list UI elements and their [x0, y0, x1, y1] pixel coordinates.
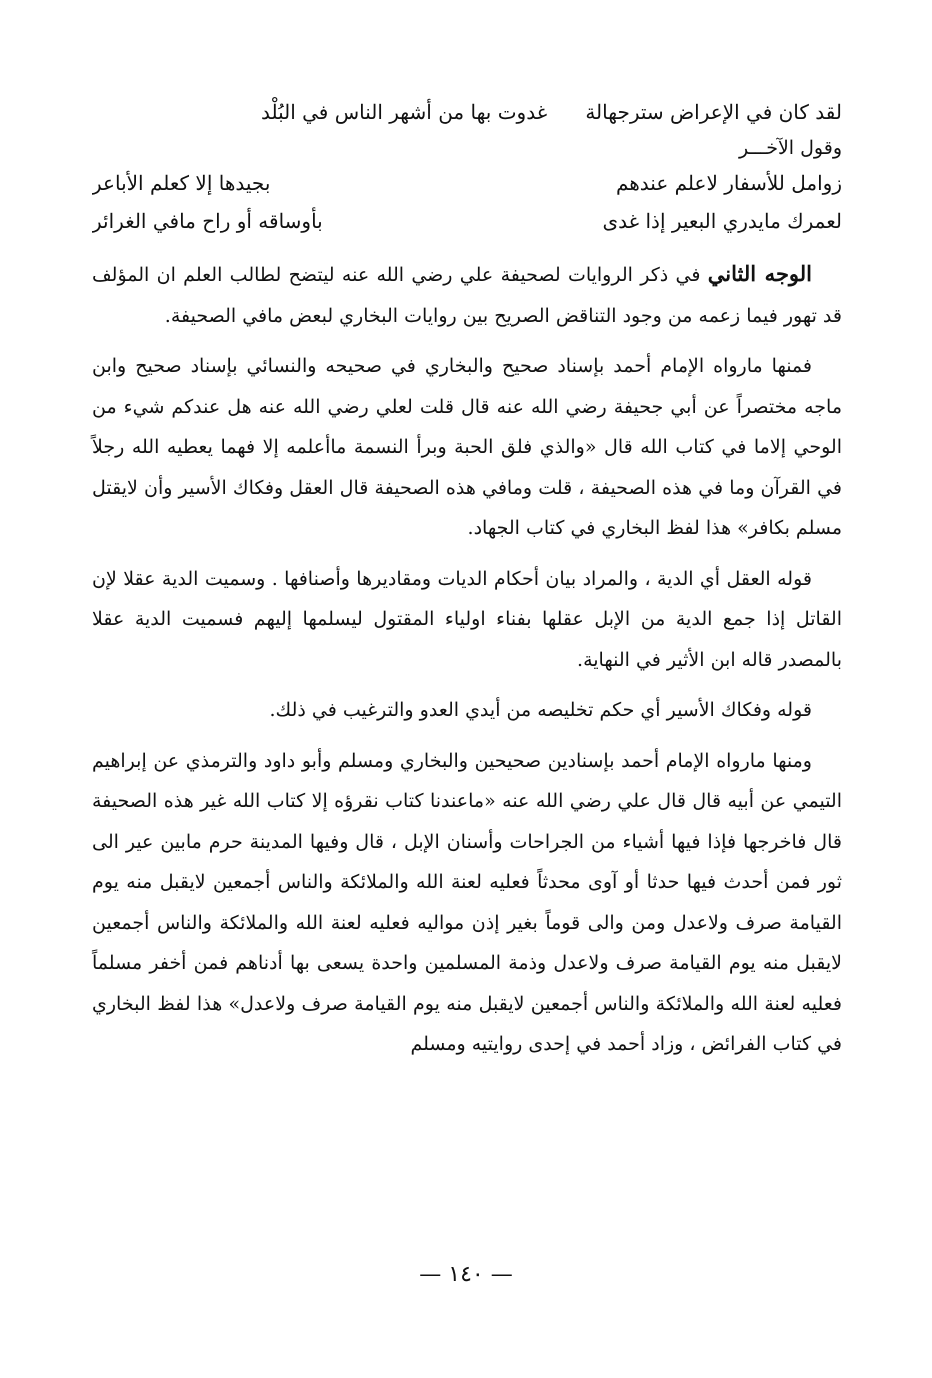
poet-attribution: وقول الآخـــر	[739, 137, 842, 159]
page-body	[92, 92, 842, 1065]
paragraph-fakak-explanation: قوله وفكاك الأسير أي حكم تخليصه من أيدي العدو والترغيب في ذلك.	[269, 699, 812, 721]
paragraph-second-aspect-text: في ذكر الروايات لصحيفة علي رضي الله عنه ليتضح لطالب العلم ان المؤلف قد تهور فيما زعمه من وجود التناقض الصريح بين روايات البخاري لبعض مافي الصحيفة.	[92, 264, 842, 327]
poem-verse-1	[92, 92, 842, 132]
paragraph-second-aspect	[92, 254, 842, 336]
verse-2-first-hemistich: زوامل للأسفار لاعلم عندهم	[615, 171, 842, 195]
page-number: — ١٤٠ —	[419, 1262, 513, 1287]
verse-3-second-hemistich: بأوساقه أو راح مافي الغرائر	[92, 209, 323, 233]
verse-1-second-hemistich: غدوت بها من أشهر الناس في البُلْد	[260, 100, 548, 124]
verse-1-first-hemistich: لقد كان في الإعراض سترجهالة	[585, 100, 842, 124]
paragraph-ibrahim-taymi-narration: ومنها مارواه الإمام أحمد بإسنادين صحيحين والبخاري ومسلم وأبو داود والترمذي عن إبراهيم التيمي عن أبيه قال قال علي رضي الله عنه «ماعندنا كتاب نقرؤه إلا كتاب الله غير هذه الصحيفة قال فاخرجها فإذا فيها أشياء من الجراحات وأسنان الإبل ، قال وفيها المدينة حرم مابين عير الى ثور فمن أحدث فيها حدثا أو آوى محدثاً فعليه لعنة الله والملائكة والناس أجمعين لايقبل منه يوم القيامة صرف ولاعدل ومن والى قوماً بغير إذن مواليه فعليه لعنة الله والملائكة والناس أجمعين لايقبل منه يوم القيامة صرف ولاعدل وذمة المسلمين واحدة يسعى بها أدناهم فمن أخفر مسلماً فعليه لعنة الله والملائكة والناس أجمعين لايقبل منه يوم القيامة صرف ولاعدل» هذا لفظ البخاري في كتاب الفرائض ، وزاد أحمد في إحدى روايتيه ومسلم	[92, 749, 842, 1055]
poem-verse-3	[92, 202, 842, 240]
poem-verse-2	[92, 164, 842, 202]
verse-3-first-hemistich: لعمرك مايدري البعير إذا غدى	[602, 209, 842, 233]
paragraph-abu-juhayfa-narration: فمنها مارواه الإمام أحمد بإسناد صحيح والبخاري في صحيحه والنسائي بإسناد صحيح وابن ماجه مختصراً عن أبي جحيفة رضي الله عنه قال قلت لعلي رضي الله عنه هل عندكم شيء من الوحي إلاما في كتاب الله قال «والذي فلق الحبة وبرأ النسمة ماأعلمه إلا فهما يعطيه الله رجلاً في القرآن وما في هذه الصحيفة ، قلت ومافي هذه الصحيفة قال العقل وفكاك الأسير وأن لايقتل مسلم بكافر» هذا لفظ البخاري في كتاب الجهاد.	[92, 355, 842, 539]
verse-2-second-hemistich: بجيدها إلا كعلم الأباعر	[92, 171, 271, 195]
section-heading: الوجه الثاني	[707, 261, 813, 286]
paragraph-aql-explanation: قوله العقل أي الدية ، والمراد بيان أحكام الديات ومقاديرها وأصنافها . وسميت الدية عقلا لإن القاتل إذا جمع الدية من الإبل عقلها بفناء اولياء المقتول ليسلمها إليهم فسميت الدية عقلا بالمصدر قاله ابن الأثير في النهاية.	[92, 567, 842, 671]
